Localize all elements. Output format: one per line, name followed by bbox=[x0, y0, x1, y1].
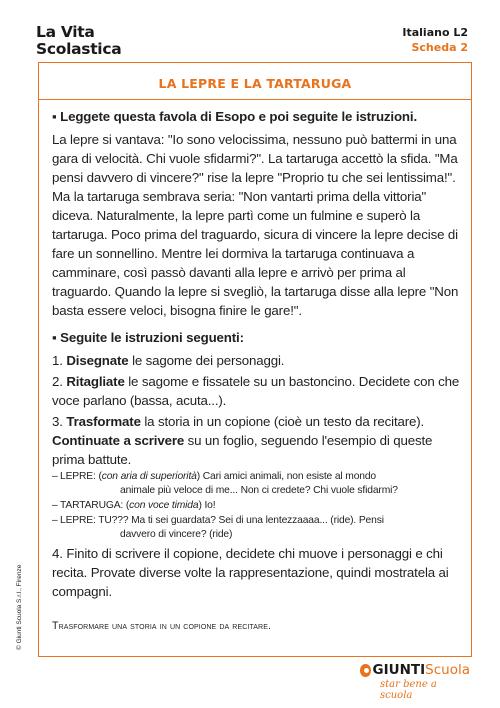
dialog-body: LEPRE: (con aria di superiorità) Cari amici animali, non esiste al mondo animale più veloce di me... Non ci credete? Chi vuole sfidarmi? bbox=[60, 470, 464, 498]
instruction-read-text: Leggete questa favola di Esopo e poi seguite le istruzioni. bbox=[60, 109, 417, 124]
page-title: LA LEPRE E LA TARTARUGA bbox=[158, 76, 352, 91]
publisher-name bbox=[360, 662, 470, 678]
dialog-line bbox=[52, 514, 464, 542]
dialog-dash: – bbox=[52, 515, 58, 526]
task-caption: Trasformare una storia in un copione da recitare. bbox=[52, 620, 272, 632]
dialog-text: Io! bbox=[201, 500, 216, 511]
instruction-follow-text: Seguite le istruzioni seguenti: bbox=[60, 330, 244, 345]
dialog-direction: con voce timida bbox=[129, 500, 199, 511]
publisher-name-giunti: GIUNTI bbox=[372, 662, 426, 678]
instruction-follow: ▪ Seguite le istruzioni seguenti: bbox=[52, 330, 244, 345]
dialog-line bbox=[52, 470, 464, 498]
logo-line-1: La Vita bbox=[36, 23, 95, 41]
step-verb: Ritagliate bbox=[66, 374, 125, 389]
step-verb-2: Continuate a scrivere bbox=[52, 433, 185, 448]
step-number: 4. bbox=[52, 546, 63, 561]
publisher-name-scuola: Scuola bbox=[425, 662, 470, 678]
dialog-dash: – bbox=[52, 471, 58, 482]
step-text-2: su un foglio, seguendo l'esempio di queste prima battute. bbox=[52, 433, 433, 467]
title-divider bbox=[39, 99, 471, 100]
dialog-line bbox=[52, 499, 464, 513]
instruction-read: ▪ Leggete questa favola di Esopo e poi seguite le istruzioni. bbox=[52, 109, 417, 124]
magazine-logo bbox=[36, 24, 121, 57]
dialog-continuation: animale più veloce di me... Non ci credete? Chi vuole sfidarmi? bbox=[120, 485, 398, 496]
worksheet-content bbox=[52, 107, 464, 636]
sheet-number: Scheda 2 bbox=[411, 41, 468, 54]
copyright-notice: © Giunti Scuola S.r.l., Firenze bbox=[16, 564, 23, 650]
step-verb: Disegnate bbox=[66, 353, 129, 368]
publisher-tagline: star bene a scuola bbox=[380, 679, 437, 701]
step-number: 3. bbox=[52, 414, 63, 429]
giunti-logo-icon bbox=[360, 664, 371, 677]
dialog-dash: – bbox=[52, 500, 58, 511]
step-4 bbox=[52, 544, 464, 601]
subject-label: Italiano L2 bbox=[402, 26, 468, 39]
step-verb: Trasformate bbox=[66, 414, 141, 429]
sheet-info bbox=[402, 25, 468, 55]
dialog-speaker: TARTARUGA: bbox=[60, 500, 124, 511]
dialog-text: Cari amici animali, non esiste al mondo bbox=[200, 471, 377, 482]
step-text: le sagome dei personaggi. bbox=[128, 353, 285, 368]
fable-text: La lepre si vantava: "Io sono velocissima, nessuno può battermi in una gara di velocità. Chi vuole sfidarmi?". La tartaruga accettò la sfida. "Ma pensi davvero di vincere?" rise la lepre "Proprio tu che sei lentissima!". Ma la tartaruga sembrava seria: "Non vantarti prima della vittoria" diceva. Naturalmente, la lepre partì come un fulmine e superò la tartaruga. Poco prima del traguardo, sicura di vincere la lepre decise di fare un sonnellino. Mentre lei dormiva la tartaruga continuava a camminare, così passò davanti alla lepre e arrivò per prima al traguardo. Quando la lepre si svegliò, la tartaruga disse alla lepre "Non basta essere veloci, bisogna finire le gare!". bbox=[52, 132, 459, 318]
step-number: 2. bbox=[52, 374, 63, 389]
step-number: 1. bbox=[52, 353, 63, 368]
publisher-logo bbox=[360, 662, 470, 701]
step-3 bbox=[52, 412, 464, 469]
script-example bbox=[52, 470, 464, 542]
dialog-speaker: LEPRE: bbox=[60, 515, 96, 526]
worksheet-frame bbox=[38, 62, 472, 657]
dialog-direction: con aria di superiorità bbox=[101, 471, 197, 482]
dialog-body bbox=[60, 514, 464, 542]
dialog-continuation: davvero di vincere? (ride) bbox=[120, 529, 233, 540]
step-1 bbox=[52, 351, 464, 370]
logo-line-2: Scolastica bbox=[36, 40, 122, 58]
dialog-text: TU??? Ma ti sei guardata? Sei di una lentezzaaaa... (ride). Pensi bbox=[95, 515, 384, 526]
step-2 bbox=[52, 372, 464, 410]
dialog-speaker: LEPRE: bbox=[60, 471, 96, 482]
dialog-body: TARTARUGA: (con voce timida) Io! bbox=[60, 500, 216, 511]
step-text: Finito di scrivere il copione, decidete chi muove i personaggi e chi recita. Provate diverse volte la rappresentazione, quindi mostratela ai compagni. bbox=[52, 546, 449, 599]
step-text: la storia in un copione (cioè un testo da recitare). bbox=[140, 414, 425, 429]
step-text: le sagome e fissatele su un bastoncino. Decidete con che voce parlano (bassa, acuta...). bbox=[52, 374, 460, 408]
